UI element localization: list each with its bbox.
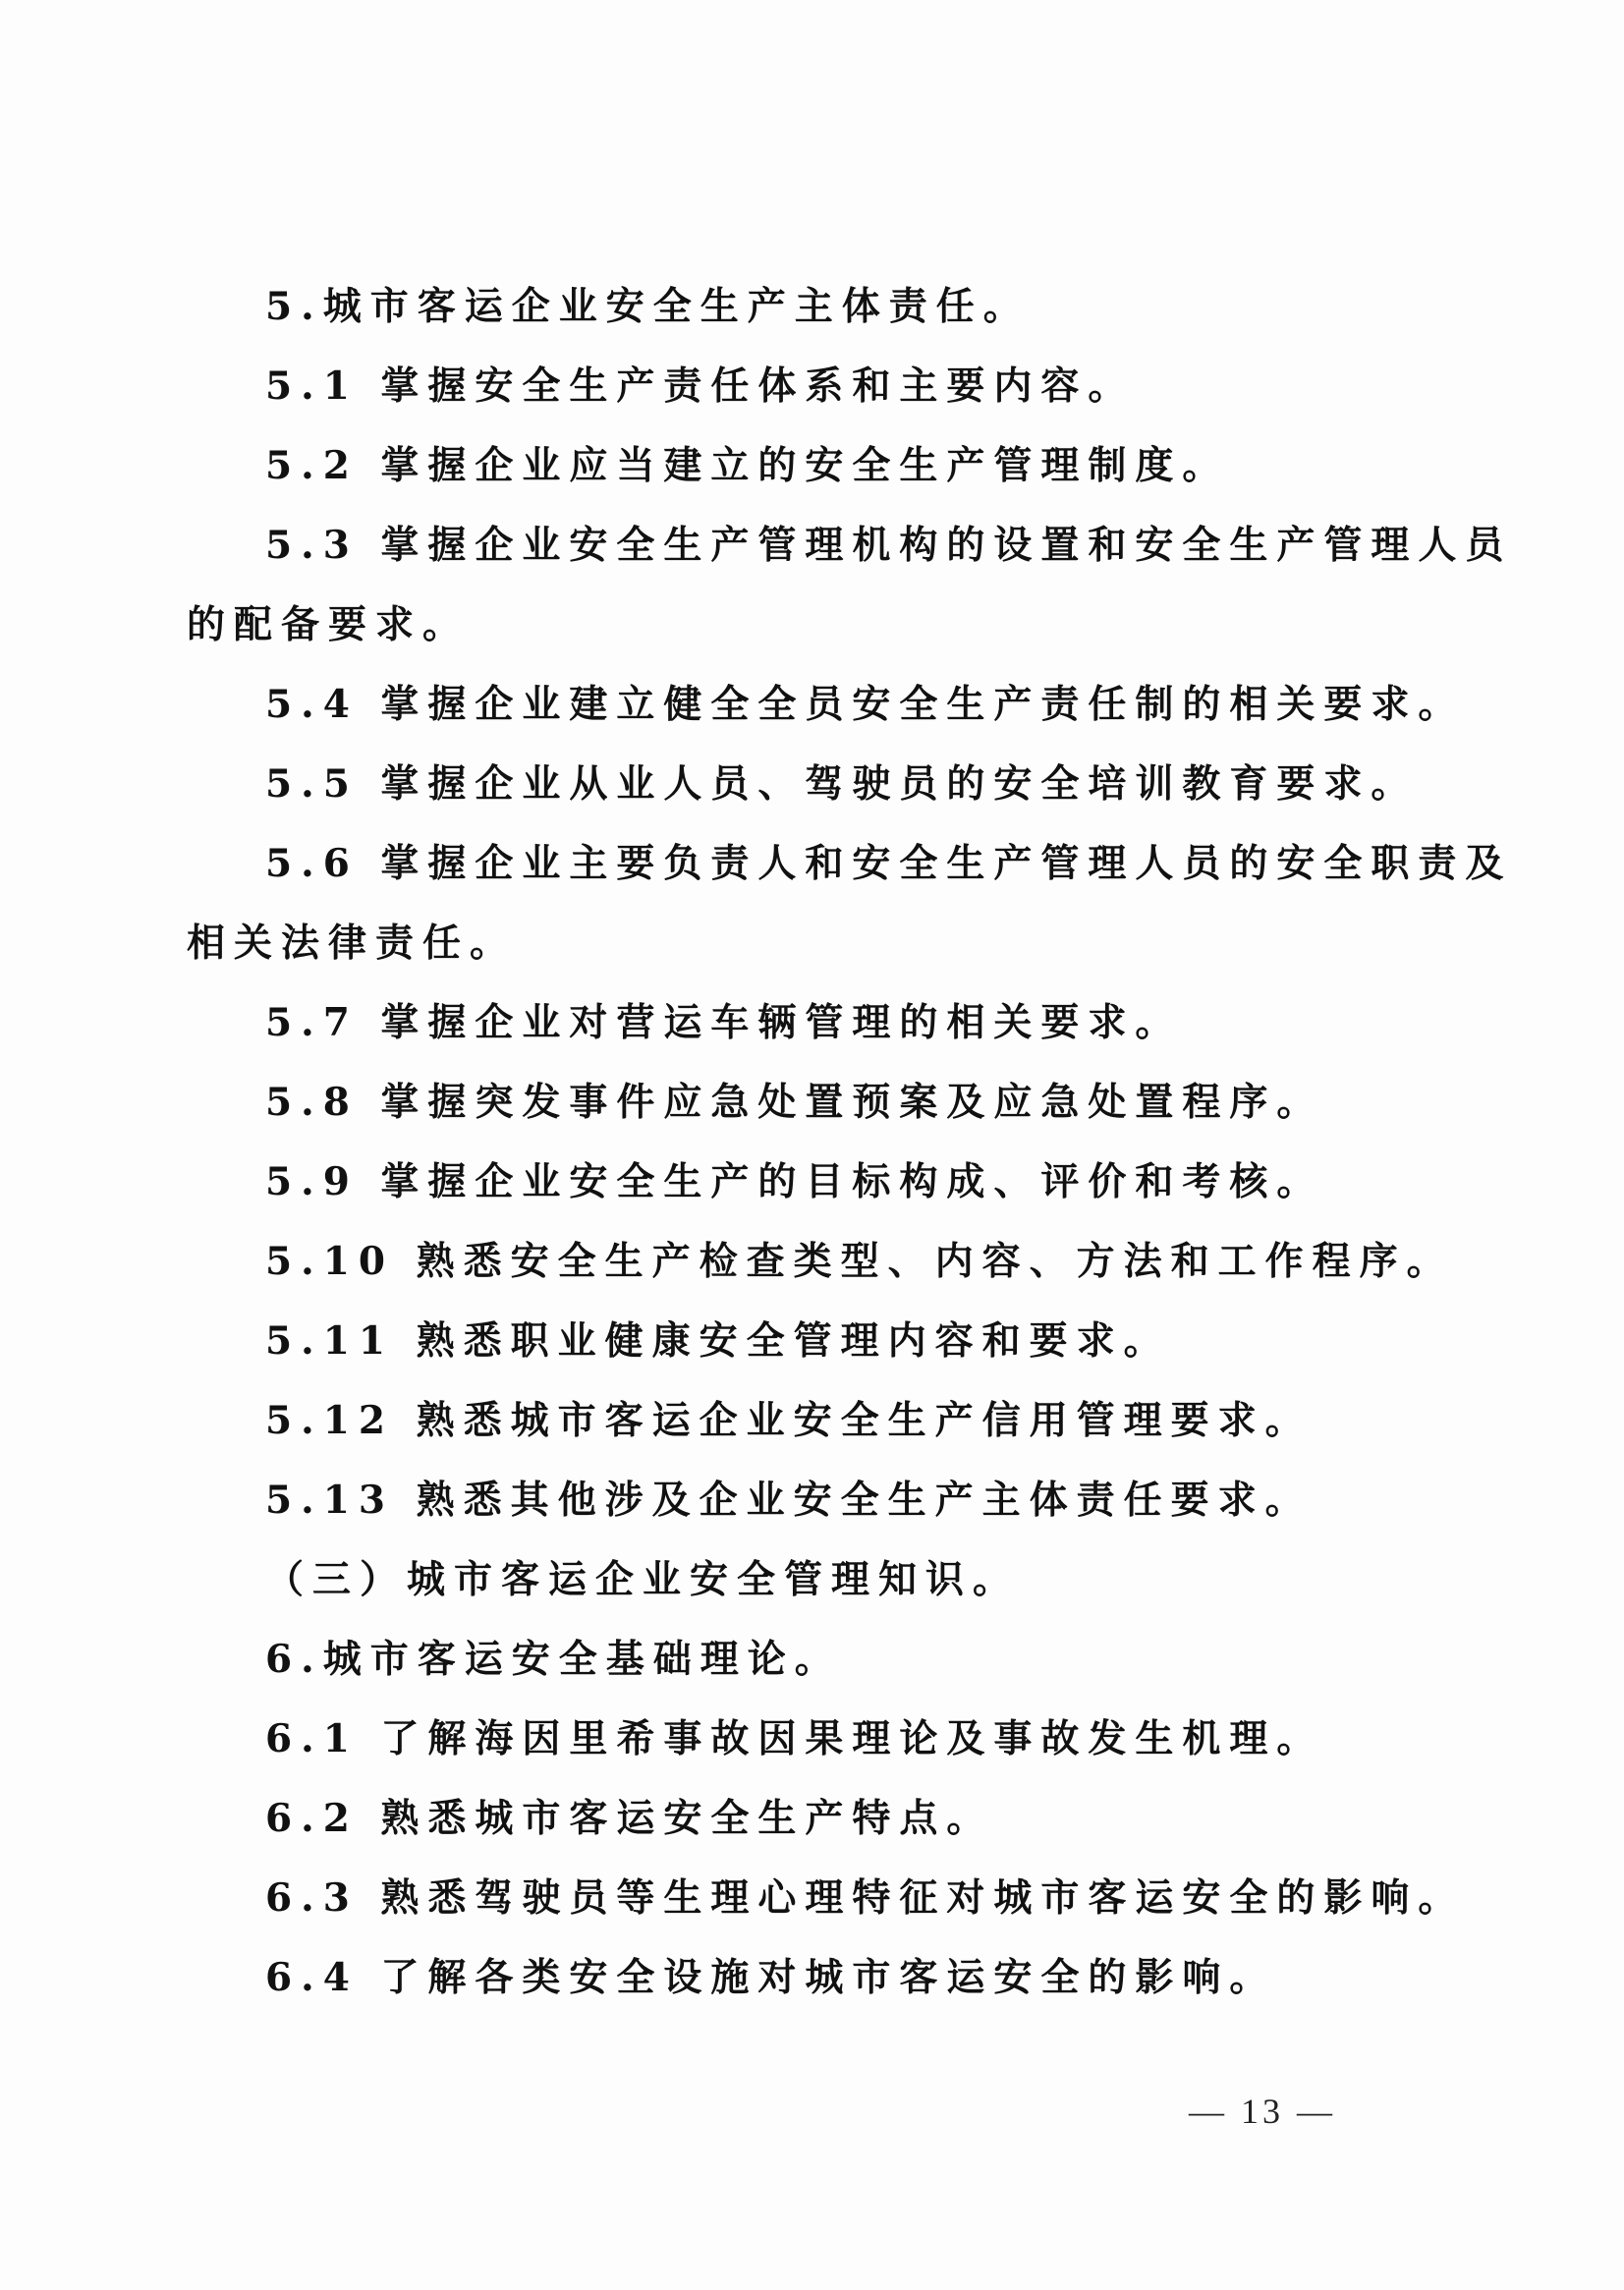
page-number: — 13 — bbox=[1189, 2092, 1336, 2131]
item-5-11: 5.11 熟悉职业健康安全管理内容和要求。 bbox=[265, 1318, 1171, 1364]
item-5-4: 5.4 掌握企业建立健全全员安全生产责任制的相关要求。 bbox=[265, 682, 1466, 727]
item-5-2: 5.2 掌握企业应当建立的安全生产管理制度。 bbox=[265, 443, 1230, 488]
item-5-5: 5.5 掌握企业从业人员、驾驶员的安全培训教育要求。 bbox=[265, 761, 1419, 807]
section-6-heading: 6.城市客运安全基础理论。 bbox=[265, 1637, 842, 1682]
item-5-1: 5.1 掌握安全生产责任体系和主要内容。 bbox=[265, 363, 1136, 409]
item-5-3-continued: 的配备要求。 bbox=[187, 602, 471, 647]
item-5-9: 5.9 掌握企业安全生产的目标构成、评价和考核。 bbox=[265, 1159, 1324, 1204]
item-6-2: 6.2 熟悉城市客运安全生产特点。 bbox=[265, 1796, 994, 1841]
section-5-heading: 5.城市客运企业安全生产主体责任。 bbox=[265, 284, 1031, 329]
part-3-heading: （三）城市客运企业安全管理知识。 bbox=[265, 1557, 1021, 1602]
item-5-6: 5.6 掌握企业主要负责人和安全生产管理人员的安全职责及 bbox=[265, 841, 1513, 886]
item-5-12: 5.12 熟悉城市客运企业安全生产信用管理要求。 bbox=[265, 1398, 1313, 1443]
item-5-13: 5.13 熟悉其他涉及企业安全生产主体责任要求。 bbox=[265, 1478, 1313, 1523]
item-5-3: 5.3 掌握企业安全生产管理机构的设置和安全生产管理人员 bbox=[265, 523, 1513, 568]
item-5-6-continued: 相关法律责任。 bbox=[187, 921, 518, 966]
body-text bbox=[187, 280, 1513, 2031]
item-5-10: 5.10 熟悉安全生产检查类型、内容、方法和工作程序。 bbox=[265, 1239, 1454, 1284]
item-5-7: 5.7 掌握企业对营运车辆管理的相关要求。 bbox=[265, 1000, 1183, 1045]
item-6-1: 6.1 了解海因里希事故因果理论及事故发生机理。 bbox=[265, 1716, 1324, 1761]
item-5-8: 5.8 掌握突发事件应急处置预案及应急处置程序。 bbox=[265, 1080, 1324, 1125]
item-6-3: 6.3 熟悉驾驶员等生理心理特征对城市客运安全的影响。 bbox=[265, 1875, 1466, 1921]
item-6-4: 6.4 了解各类安全设施对城市客运安全的影响。 bbox=[265, 1955, 1277, 2000]
